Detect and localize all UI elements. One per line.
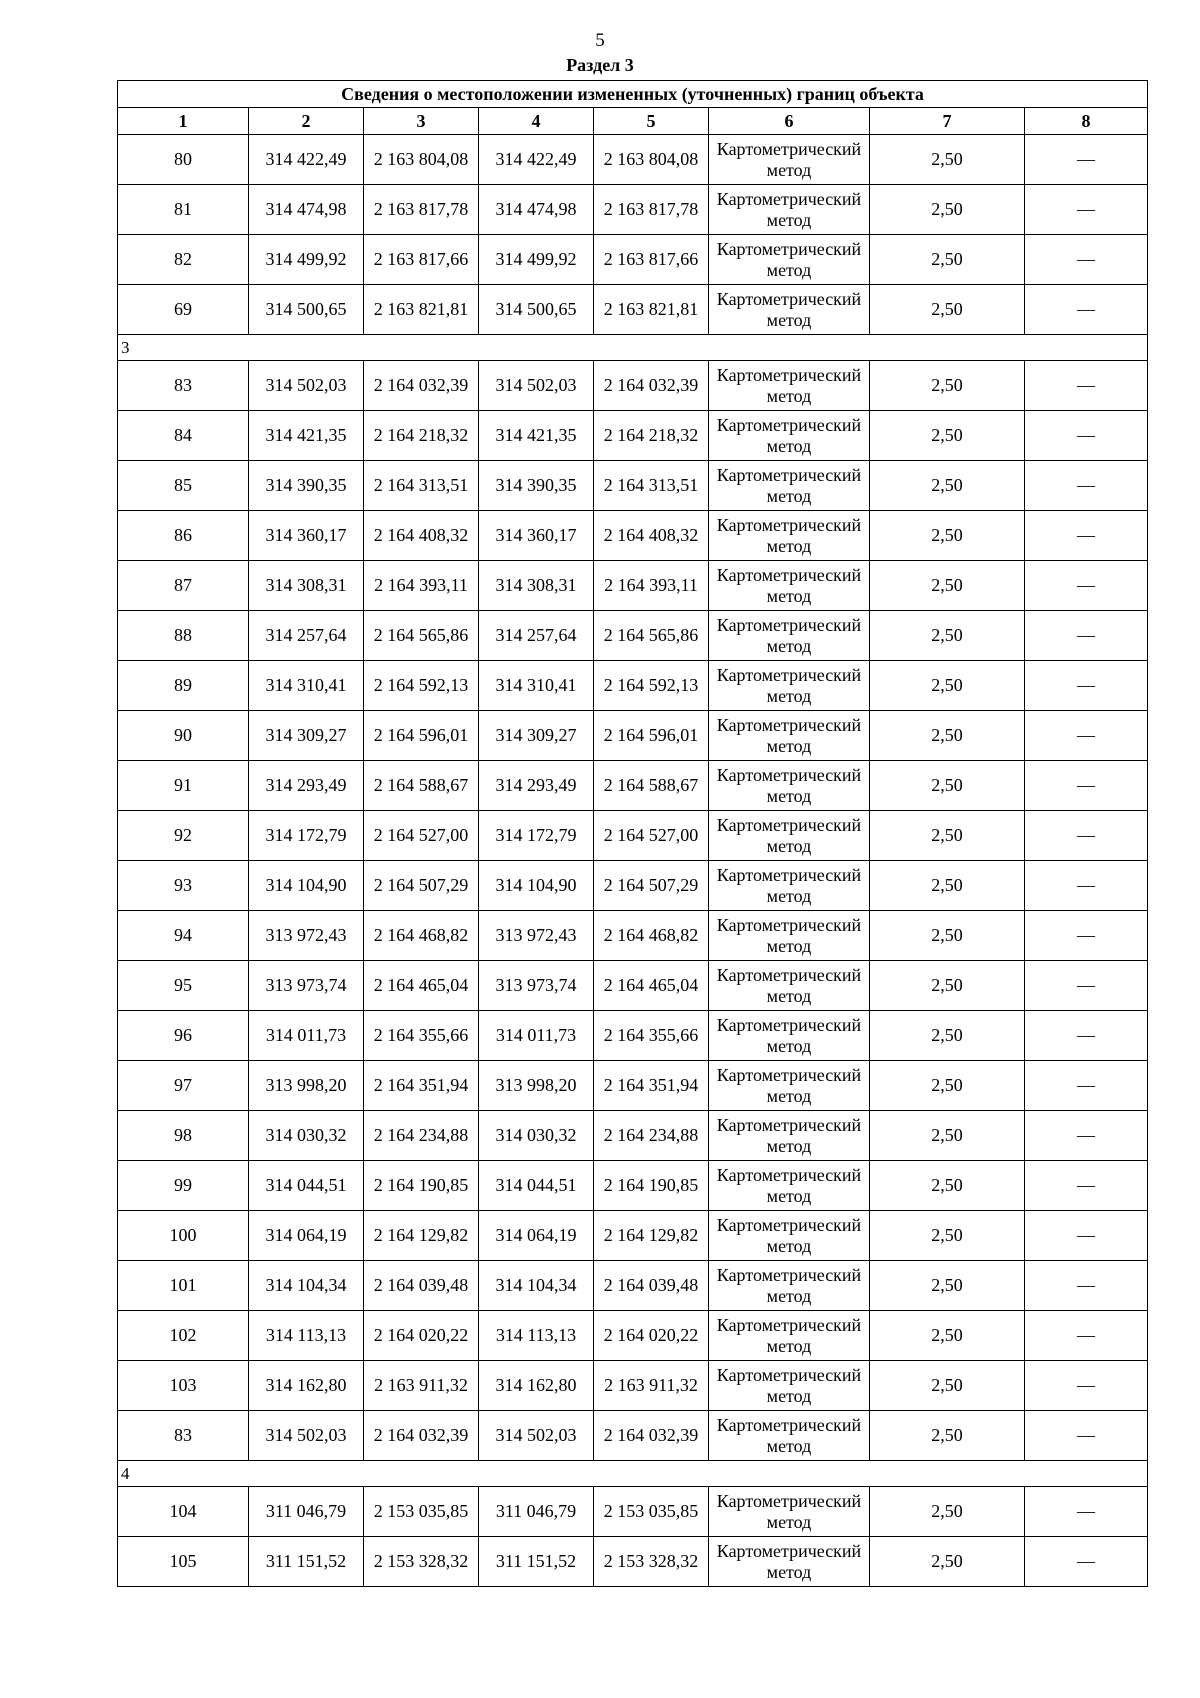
accuracy-cell: 2,50 (870, 661, 1025, 711)
accuracy-cell: 2,50 (870, 361, 1025, 411)
method-cell: Картометрический метод (709, 1361, 870, 1411)
x-new-cell: 314 500,65 (479, 285, 594, 335)
x-new-cell: 314 390,35 (479, 461, 594, 511)
column-header: 3 (364, 108, 479, 135)
table-row (118, 235, 1148, 285)
table-row (118, 811, 1148, 861)
accuracy-cell: 2,50 (870, 911, 1025, 961)
accuracy-cell: 2,50 (870, 1537, 1025, 1587)
x-new-cell: 314 421,35 (479, 411, 594, 461)
x-old-cell: 311 151,52 (249, 1537, 364, 1587)
x-new-cell: 311 046,79 (479, 1487, 594, 1537)
method-cell: Картометрический метод (709, 611, 870, 661)
table-body (118, 135, 1148, 1587)
x-new-cell: 314 030,32 (479, 1111, 594, 1161)
table-row (118, 711, 1148, 761)
y-new-cell: 2 164 468,82 (594, 911, 709, 961)
contour-label: 4 (118, 1461, 1148, 1487)
column-header-row (118, 108, 1148, 135)
accuracy-cell: 2,50 (870, 185, 1025, 235)
point-number-cell: 81 (118, 185, 249, 235)
accuracy-cell: 2,50 (870, 711, 1025, 761)
point-number-cell: 84 (118, 411, 249, 461)
point-number-cell: 83 (118, 361, 249, 411)
contour-label-row (118, 1461, 1148, 1487)
method-cell: Картометрический метод (709, 1011, 870, 1061)
table-row (118, 1361, 1148, 1411)
method-cell: Картометрический метод (709, 135, 870, 185)
x-old-cell: 314 172,79 (249, 811, 364, 861)
x-old-cell: 314 011,73 (249, 1011, 364, 1061)
point-number-cell: 83 (118, 1411, 249, 1461)
contour-label-row (118, 335, 1148, 361)
method-cell: Картометрический метод (709, 961, 870, 1011)
point-number-cell: 105 (118, 1537, 249, 1587)
y-new-cell: 2 163 911,32 (594, 1361, 709, 1411)
y-new-cell: 2 164 234,88 (594, 1111, 709, 1161)
y-old-cell: 2 164 596,01 (364, 711, 479, 761)
y-new-cell: 2 164 507,29 (594, 861, 709, 911)
x-new-cell: 313 973,74 (479, 961, 594, 1011)
x-old-cell: 314 064,19 (249, 1211, 364, 1261)
accuracy-cell: 2,50 (870, 811, 1025, 861)
accuracy-cell: 2,50 (870, 611, 1025, 661)
x-new-cell: 314 113,13 (479, 1311, 594, 1361)
note-cell: — (1025, 861, 1148, 911)
accuracy-cell: 2,50 (870, 1487, 1025, 1537)
table-row (118, 185, 1148, 235)
accuracy-cell: 2,50 (870, 1261, 1025, 1311)
method-cell: Картометрический метод (709, 235, 870, 285)
x-new-cell: 314 293,49 (479, 761, 594, 811)
x-old-cell: 314 310,41 (249, 661, 364, 711)
point-number-cell: 93 (118, 861, 249, 911)
method-cell: Картометрический метод (709, 1537, 870, 1587)
method-cell: Картометрический метод (709, 1211, 870, 1261)
table-row (118, 1311, 1148, 1361)
point-number-cell: 88 (118, 611, 249, 661)
method-cell: Картометрический метод (709, 411, 870, 461)
point-number-cell: 90 (118, 711, 249, 761)
column-header: 2 (249, 108, 364, 135)
x-old-cell: 314 113,13 (249, 1311, 364, 1361)
point-number-cell: 85 (118, 461, 249, 511)
table-row (118, 661, 1148, 711)
y-new-cell: 2 164 039,48 (594, 1261, 709, 1311)
table-row (118, 461, 1148, 511)
y-old-cell: 2 164 351,94 (364, 1061, 479, 1111)
point-number-cell: 89 (118, 661, 249, 711)
note-cell: — (1025, 511, 1148, 561)
table-row (118, 1411, 1148, 1461)
method-cell: Картометрический метод (709, 1111, 870, 1161)
x-new-cell: 311 151,52 (479, 1537, 594, 1587)
y-new-cell: 2 164 592,13 (594, 661, 709, 711)
point-number-cell: 97 (118, 1061, 249, 1111)
x-old-cell: 314 293,49 (249, 761, 364, 811)
column-header: 4 (479, 108, 594, 135)
x-old-cell: 314 360,17 (249, 511, 364, 561)
x-old-cell: 314 474,98 (249, 185, 364, 235)
point-number-cell: 69 (118, 285, 249, 335)
y-old-cell: 2 164 592,13 (364, 661, 479, 711)
column-header: 5 (594, 108, 709, 135)
note-cell: — (1025, 1361, 1148, 1411)
x-new-cell: 314 309,27 (479, 711, 594, 761)
y-old-cell: 2 164 032,39 (364, 361, 479, 411)
x-new-cell: 314 104,34 (479, 1261, 594, 1311)
accuracy-cell: 2,50 (870, 411, 1025, 461)
x-old-cell: 314 422,49 (249, 135, 364, 185)
column-header: 1 (118, 108, 249, 135)
note-cell: — (1025, 235, 1148, 285)
note-cell: — (1025, 1311, 1148, 1361)
y-new-cell: 2 164 565,86 (594, 611, 709, 661)
point-number-cell: 104 (118, 1487, 249, 1537)
y-old-cell: 2 164 468,82 (364, 911, 479, 961)
accuracy-cell: 2,50 (870, 235, 1025, 285)
y-new-cell: 2 164 032,39 (594, 1411, 709, 1461)
x-old-cell: 314 162,80 (249, 1361, 364, 1411)
y-old-cell: 2 164 234,88 (364, 1111, 479, 1161)
method-cell: Картометрический метод (709, 761, 870, 811)
x-new-cell: 314 422,49 (479, 135, 594, 185)
y-old-cell: 2 164 393,11 (364, 561, 479, 611)
point-number-cell: 82 (118, 235, 249, 285)
table-row (118, 1061, 1148, 1111)
note-cell: — (1025, 961, 1148, 1011)
column-header: 6 (709, 108, 870, 135)
table-row (118, 1261, 1148, 1311)
x-new-cell: 314 308,31 (479, 561, 594, 611)
note-cell: — (1025, 411, 1148, 461)
point-number-cell: 95 (118, 961, 249, 1011)
point-number-cell: 92 (118, 811, 249, 861)
note-cell: — (1025, 361, 1148, 411)
y-old-cell: 2 164 020,22 (364, 1311, 479, 1361)
x-old-cell: 314 308,31 (249, 561, 364, 611)
section-title: Раздел 3 (566, 55, 634, 75)
column-header: 8 (1025, 108, 1148, 135)
accuracy-cell: 2,50 (870, 285, 1025, 335)
x-new-cell: 314 011,73 (479, 1011, 594, 1061)
method-cell: Картометрический метод (709, 511, 870, 561)
y-new-cell: 2 163 804,08 (594, 135, 709, 185)
y-old-cell: 2 163 817,78 (364, 185, 479, 235)
x-old-cell: 314 309,27 (249, 711, 364, 761)
table-row (118, 611, 1148, 661)
note-cell: — (1025, 1211, 1148, 1261)
x-new-cell: 314 104,90 (479, 861, 594, 911)
accuracy-cell: 2,50 (870, 1311, 1025, 1361)
y-old-cell: 2 164 218,32 (364, 411, 479, 461)
y-new-cell: 2 164 351,94 (594, 1061, 709, 1111)
x-old-cell: 313 972,43 (249, 911, 364, 961)
y-old-cell: 2 164 527,00 (364, 811, 479, 861)
method-cell: Картометрический метод (709, 861, 870, 911)
point-number-cell: 94 (118, 911, 249, 961)
x-new-cell: 314 499,92 (479, 235, 594, 285)
x-new-cell: 314 310,41 (479, 661, 594, 711)
x-new-cell: 314 257,64 (479, 611, 594, 661)
method-cell: Картометрический метод (709, 185, 870, 235)
x-old-cell: 313 973,74 (249, 961, 364, 1011)
method-cell: Картометрический метод (709, 1311, 870, 1361)
table-row (118, 1161, 1148, 1211)
y-old-cell: 2 164 355,66 (364, 1011, 479, 1061)
point-number-cell: 101 (118, 1261, 249, 1311)
x-old-cell: 314 044,51 (249, 1161, 364, 1211)
y-new-cell: 2 164 020,22 (594, 1311, 709, 1361)
note-cell: — (1025, 135, 1148, 185)
x-new-cell: 314 044,51 (479, 1161, 594, 1211)
table-row (118, 761, 1148, 811)
x-old-cell: 314 499,92 (249, 235, 364, 285)
table-row (118, 911, 1148, 961)
accuracy-cell: 2,50 (870, 1361, 1025, 1411)
x-old-cell: 313 998,20 (249, 1061, 364, 1111)
method-cell: Картометрический метод (709, 1161, 870, 1211)
y-old-cell: 2 163 911,32 (364, 1361, 479, 1411)
coordinates-table (117, 80, 1148, 1587)
table-row (118, 411, 1148, 461)
point-number-cell: 91 (118, 761, 249, 811)
note-cell: — (1025, 1537, 1148, 1587)
method-cell: Картометрический метод (709, 1487, 870, 1537)
x-new-cell: 314 064,19 (479, 1211, 594, 1261)
y-new-cell: 2 164 218,32 (594, 411, 709, 461)
point-number-cell: 80 (118, 135, 249, 185)
accuracy-cell: 2,50 (870, 861, 1025, 911)
method-cell: Картометрический метод (709, 561, 870, 611)
y-new-cell: 2 164 393,11 (594, 561, 709, 611)
table-caption: Сведения о местоположении измененных (уточненных) границ объекта (118, 81, 1148, 108)
y-new-cell: 2 164 313,51 (594, 461, 709, 511)
x-old-cell: 314 421,35 (249, 411, 364, 461)
x-new-cell: 314 502,03 (479, 361, 594, 411)
note-cell: — (1025, 185, 1148, 235)
method-cell: Картометрический метод (709, 1261, 870, 1311)
accuracy-cell: 2,50 (870, 135, 1025, 185)
accuracy-cell: 2,50 (870, 1111, 1025, 1161)
table-row (118, 561, 1148, 611)
note-cell: — (1025, 1011, 1148, 1061)
y-old-cell: 2 164 465,04 (364, 961, 479, 1011)
y-old-cell: 2 164 129,82 (364, 1211, 479, 1261)
x-old-cell: 311 046,79 (249, 1487, 364, 1537)
point-number-cell: 102 (118, 1311, 249, 1361)
point-number-cell: 99 (118, 1161, 249, 1211)
method-cell: Картометрический метод (709, 711, 870, 761)
method-cell: Картометрический метод (709, 811, 870, 861)
note-cell: — (1025, 1411, 1148, 1461)
x-new-cell: 314 502,03 (479, 1411, 594, 1461)
y-old-cell: 2 164 032,39 (364, 1411, 479, 1461)
table-row (118, 361, 1148, 411)
accuracy-cell: 2,50 (870, 961, 1025, 1011)
note-cell: — (1025, 661, 1148, 711)
y-old-cell: 2 153 035,85 (364, 1487, 479, 1537)
x-old-cell: 314 500,65 (249, 285, 364, 335)
x-new-cell: 313 972,43 (479, 911, 594, 961)
accuracy-cell: 2,50 (870, 1011, 1025, 1061)
y-old-cell: 2 164 588,67 (364, 761, 479, 811)
accuracy-cell: 2,50 (870, 1061, 1025, 1111)
contour-label: 3 (118, 335, 1148, 361)
x-old-cell: 314 104,90 (249, 861, 364, 911)
table-row (118, 1487, 1148, 1537)
y-old-cell: 2 164 565,86 (364, 611, 479, 661)
y-old-cell: 2 164 507,29 (364, 861, 479, 911)
y-new-cell: 2 164 355,66 (594, 1011, 709, 1061)
table-row (118, 1111, 1148, 1161)
x-old-cell: 314 502,03 (249, 1411, 364, 1461)
point-number-cell: 87 (118, 561, 249, 611)
note-cell: — (1025, 711, 1148, 761)
x-old-cell: 314 502,03 (249, 361, 364, 411)
x-new-cell: 314 474,98 (479, 185, 594, 235)
note-cell: — (1025, 561, 1148, 611)
note-cell: — (1025, 461, 1148, 511)
page-number: 5 (595, 30, 605, 51)
table-row (118, 285, 1148, 335)
table-row (118, 961, 1148, 1011)
accuracy-cell: 2,50 (870, 761, 1025, 811)
table-row (118, 1211, 1148, 1261)
method-cell: Картометрический метод (709, 1061, 870, 1111)
y-new-cell: 2 163 817,66 (594, 235, 709, 285)
y-new-cell: 2 164 032,39 (594, 361, 709, 411)
y-new-cell: 2 164 465,04 (594, 961, 709, 1011)
note-cell: — (1025, 1261, 1148, 1311)
accuracy-cell: 2,50 (870, 1211, 1025, 1261)
note-cell: — (1025, 1161, 1148, 1211)
note-cell: — (1025, 1061, 1148, 1111)
y-new-cell: 2 164 408,32 (594, 511, 709, 561)
method-cell: Картометрический метод (709, 1411, 870, 1461)
y-old-cell: 2 164 190,85 (364, 1161, 479, 1211)
column-header: 7 (870, 108, 1025, 135)
y-old-cell: 2 164 408,32 (364, 511, 479, 561)
point-number-cell: 96 (118, 1011, 249, 1061)
method-cell: Картометрический метод (709, 461, 870, 511)
y-old-cell: 2 163 817,66 (364, 235, 479, 285)
y-new-cell: 2 163 821,81 (594, 285, 709, 335)
y-new-cell: 2 163 817,78 (594, 185, 709, 235)
point-number-cell: 103 (118, 1361, 249, 1411)
x-old-cell: 314 104,34 (249, 1261, 364, 1311)
y-old-cell: 2 164 313,51 (364, 461, 479, 511)
y-old-cell: 2 164 039,48 (364, 1261, 479, 1311)
method-cell: Картометрический метод (709, 661, 870, 711)
note-cell: — (1025, 1487, 1148, 1537)
x-old-cell: 314 030,32 (249, 1111, 364, 1161)
method-cell: Картометрический метод (709, 285, 870, 335)
accuracy-cell: 2,50 (870, 511, 1025, 561)
method-cell: Картометрический метод (709, 361, 870, 411)
method-cell: Картометрический метод (709, 911, 870, 961)
y-old-cell: 2 163 821,81 (364, 285, 479, 335)
y-new-cell: 2 164 129,82 (594, 1211, 709, 1261)
note-cell: — (1025, 285, 1148, 335)
y-old-cell: 2 163 804,08 (364, 135, 479, 185)
y-old-cell: 2 153 328,32 (364, 1537, 479, 1587)
point-number-cell: 86 (118, 511, 249, 561)
x-new-cell: 314 162,80 (479, 1361, 594, 1411)
table-row (118, 861, 1148, 911)
y-new-cell: 2 153 035,85 (594, 1487, 709, 1537)
table-row (118, 511, 1148, 561)
accuracy-cell: 2,50 (870, 561, 1025, 611)
y-new-cell: 2 153 328,32 (594, 1537, 709, 1587)
x-new-cell: 314 172,79 (479, 811, 594, 861)
accuracy-cell: 2,50 (870, 1161, 1025, 1211)
accuracy-cell: 2,50 (870, 1411, 1025, 1461)
x-old-cell: 314 390,35 (249, 461, 364, 511)
accuracy-cell: 2,50 (870, 461, 1025, 511)
y-new-cell: 2 164 190,85 (594, 1161, 709, 1211)
note-cell: — (1025, 611, 1148, 661)
point-number-cell: 100 (118, 1211, 249, 1261)
x-new-cell: 313 998,20 (479, 1061, 594, 1111)
x-old-cell: 314 257,64 (249, 611, 364, 661)
y-new-cell: 2 164 596,01 (594, 711, 709, 761)
x-new-cell: 314 360,17 (479, 511, 594, 561)
note-cell: — (1025, 761, 1148, 811)
table-row (118, 135, 1148, 185)
note-cell: — (1025, 1111, 1148, 1161)
point-number-cell: 98 (118, 1111, 249, 1161)
table-row (118, 1537, 1148, 1587)
note-cell: — (1025, 811, 1148, 861)
note-cell: — (1025, 911, 1148, 961)
y-new-cell: 2 164 527,00 (594, 811, 709, 861)
y-new-cell: 2 164 588,67 (594, 761, 709, 811)
table-row (118, 1011, 1148, 1061)
